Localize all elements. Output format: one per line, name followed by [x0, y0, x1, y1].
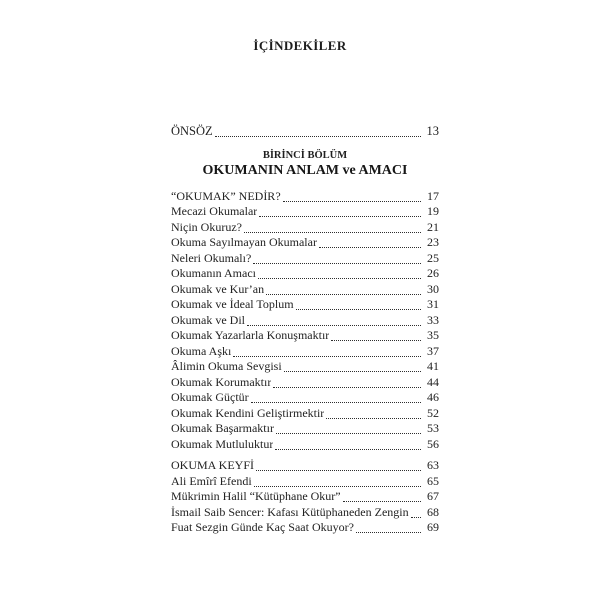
- page-number: 31: [427, 297, 439, 311]
- toc-entry-label: Okumak ve Kur’an: [171, 281, 265, 296]
- page-number: 68: [427, 504, 439, 519]
- page-number: 46: [427, 390, 439, 404]
- toc-entry-label: İsmail Saib Sencer: Kafası Kütüphaneden Zengin: [171, 504, 409, 519]
- page-number: 19: [427, 204, 439, 218]
- dot-leader: [273, 437, 424, 453]
- page-number: 37: [427, 343, 439, 358]
- page-number: 13: [426, 124, 439, 138]
- toc-entry: [171, 474, 439, 490]
- dot-leader: [245, 313, 424, 329]
- chapter-kicker: BİRİNCİ BÖLÜM: [262, 149, 348, 161]
- page-number: 17: [427, 188, 439, 203]
- dot-leader: [231, 344, 424, 360]
- toc-entry: [171, 421, 439, 437]
- page-number: 21: [427, 219, 439, 234]
- dot-leader: [271, 375, 424, 391]
- page-number: 69: [427, 520, 439, 534]
- page-number: 23: [427, 235, 439, 249]
- toc-entry: [171, 520, 439, 536]
- toc-entry: [171, 359, 439, 375]
- dot-leader: [341, 489, 424, 505]
- dot-leader: [242, 220, 424, 236]
- toc-entry-label: Niçin Okuruz?: [171, 219, 242, 234]
- toc-section-2: [171, 458, 439, 536]
- toc-entry: [171, 328, 439, 344]
- toc-entry-label: Okumak ve İdeal Toplum: [171, 297, 294, 311]
- dot-leader: [274, 421, 424, 437]
- toc-entry: [171, 458, 439, 474]
- toc-entry-label: Okuma Aşkı: [171, 343, 232, 358]
- page-number: 35: [427, 328, 439, 342]
- toc-entry-label: Fuat Sezgin Günde Kaç Saat Okuyor?: [171, 520, 354, 534]
- dot-leader: [324, 406, 424, 422]
- page-number: 44: [427, 374, 439, 389]
- page-number: 25: [427, 250, 439, 265]
- toc-entry-label: Okumak Başarmaktır: [171, 421, 274, 435]
- toc-entry-label: Okumak Yazarlarla Konuşmaktır: [171, 328, 330, 342]
- dot-leader: [281, 189, 424, 205]
- page-number: 56: [427, 436, 439, 451]
- chapter-title: OKUMANIN ANLAM ve AMACI: [202, 162, 408, 178]
- toc-entry-label: Mükrimin Halil “Kütüphane Okur”: [171, 489, 341, 503]
- toc-entry-label: Âlimin Okuma Sevgisi: [171, 359, 282, 373]
- toc-entry: [171, 266, 439, 282]
- dot-leader: [294, 297, 424, 313]
- toc-entry-label: Ali Emîrî Efendi: [171, 473, 252, 488]
- toc-entry: [171, 297, 439, 313]
- page-number: 63: [427, 458, 439, 472]
- toc-entry: [171, 282, 439, 298]
- toc-entry-label: Okumanın Amacı: [171, 266, 256, 280]
- dot-leader: [257, 204, 424, 220]
- dot-leader: [282, 359, 424, 375]
- toc-entry-label: ÖNSÖZ: [171, 124, 213, 138]
- page-number: 33: [427, 312, 439, 327]
- page-number: 41: [427, 359, 439, 373]
- toc-entry-onsoz: [171, 124, 439, 140]
- page-number: 26: [427, 266, 439, 280]
- toc-entry: [171, 235, 439, 251]
- toc-entry-label: Neleri Okumalı?: [171, 250, 252, 265]
- toc-entry: [171, 344, 439, 360]
- toc-entry: [171, 375, 439, 391]
- dot-leader: [256, 266, 424, 282]
- page-number: 30: [427, 281, 439, 296]
- page-number: 67: [427, 489, 439, 503]
- dot-leader: [254, 458, 424, 474]
- toc-entry: [171, 505, 439, 521]
- dot-leader: [264, 282, 424, 298]
- dot-leader: [249, 390, 424, 406]
- toc-entry-label: “OKUMAK” NEDİR?: [171, 188, 281, 203]
- toc-entry-label: OKUMA KEYFİ: [171, 458, 255, 472]
- page-number: 52: [427, 405, 439, 420]
- page-number: 65: [427, 473, 439, 488]
- toc-section-1: [171, 189, 439, 453]
- toc-entry: [171, 406, 439, 422]
- toc-entry: [171, 220, 439, 236]
- page-number: 53: [427, 421, 439, 435]
- toc-entry: [171, 189, 439, 205]
- toc-entry-label: Okumak Korumaktır: [171, 374, 272, 389]
- page-title: İÇİNDEKİLER: [253, 38, 347, 53]
- table-of-contents: [171, 124, 439, 536]
- toc-entry: [171, 390, 439, 406]
- toc-entry: [171, 251, 439, 267]
- toc-entry-label: Okumak Güçtür: [171, 390, 249, 404]
- toc-entry: [171, 489, 439, 505]
- dot-leader: [213, 124, 424, 140]
- toc-entry: [171, 204, 439, 220]
- toc-entry: [171, 313, 439, 329]
- toc-entry-label: Okumak ve Dil: [171, 312, 245, 327]
- dot-leader: [409, 505, 424, 521]
- dot-leader: [329, 328, 424, 344]
- toc-entry-label: Okumak Kendini Geliştirmektir: [171, 405, 325, 420]
- toc-entry-label: Mecazi Okumalar: [171, 204, 258, 218]
- dot-leader: [251, 251, 424, 267]
- dot-leader: [252, 474, 424, 490]
- toc-entry-label: Okumak Mutluluktur: [171, 436, 274, 451]
- dot-leader: [317, 235, 424, 251]
- toc-entry: [171, 437, 439, 453]
- toc-entry-label: Okuma Sayılmayan Okumalar: [171, 235, 317, 249]
- dot-leader: [354, 520, 424, 536]
